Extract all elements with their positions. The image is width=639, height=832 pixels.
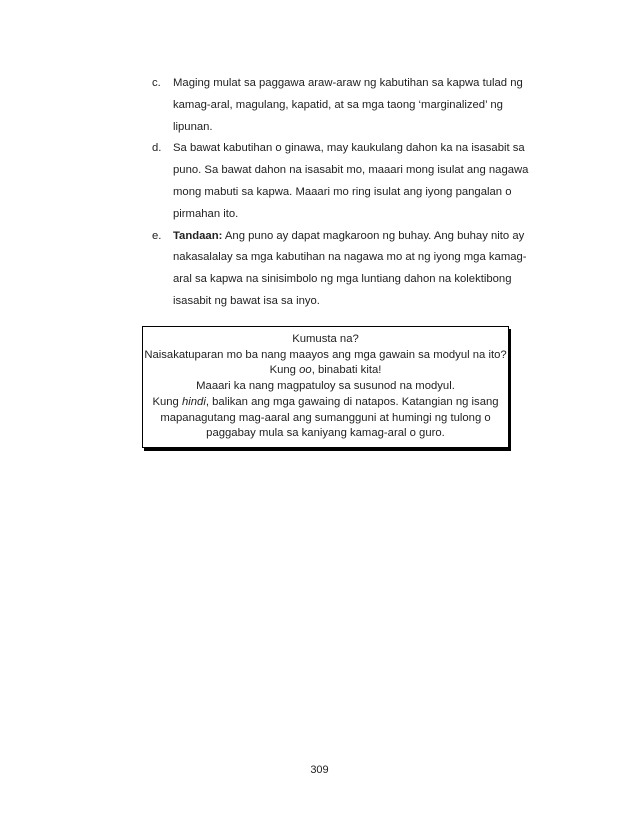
notice-line: mapanagutang mag-aaral ang sumangguni at humingi ng tulong o — [160, 411, 491, 424]
notice-line: Kumusta na? — [292, 333, 359, 345]
text-line: lipunan. — [173, 120, 213, 133]
item-letter: c. — [152, 77, 161, 89]
text-line — [173, 226, 572, 248]
list-item-c — [152, 73, 572, 138]
text-line: mong mabuti sa kapwa. Maaari mo ring isulat ang iyong pangalan o — [173, 185, 512, 198]
list-item-e — [152, 226, 572, 313]
text-line: Sa bawat kabutihan o ginawa, may kaukulang dahon ka na isasabit sa — [173, 142, 525, 155]
text-line: pirmahan ito. — [173, 207, 239, 220]
emphasis-text: oo — [299, 364, 312, 377]
text-segment: , binabati kita! — [311, 364, 382, 377]
text-segment: Kung — [269, 364, 300, 377]
item-text — [173, 73, 572, 138]
text-line: aral sa kapwa na sinisimbolo ng mga luntiang dahon na kolektibong — [173, 273, 512, 286]
notice-line: Maaari ka nang magpatuloy sa susunod na modyul. — [196, 380, 455, 393]
item-text — [173, 138, 572, 225]
page-number: 309 — [310, 764, 329, 776]
item-letter: e. — [152, 229, 162, 242]
emphasis-text: hindi — [181, 395, 206, 408]
list-item-d — [152, 138, 572, 225]
instruction-list — [152, 73, 572, 313]
text-line: isasabit ng bawat isa sa inyo. — [173, 294, 320, 307]
notice-line: Naisakatuparan mo ba nang maayos ang mga gawain sa modyul na ito? — [144, 348, 507, 361]
text-line: puno. Sa bawat dahon na isasabit mo, maaari mong isulat ang nagawa — [173, 164, 529, 177]
notice-line: paggabay mula sa kaniyang kamag-aral o guro. — [206, 427, 445, 440]
text-segment: Ang puno ay dapat magkaroon ng buhay. Ang buhay nito ay — [222, 229, 525, 242]
text-line: nakasalalay sa mga kabutihan na nagawa mo at ng iyong mga kamag- — [173, 251, 527, 264]
item-letter: d. — [152, 142, 162, 155]
progress-check-box — [142, 326, 509, 448]
tandaan-label: Tandaan: — [173, 229, 223, 242]
text-line: Maging mulat sa paggawa araw-araw ng kabutihan sa kapwa tulad ng — [173, 77, 523, 89]
item-text — [173, 226, 572, 313]
text-line: kamag-aral, magulang, kapatid, at sa mga taong ‘marginalized’ ng — [173, 98, 503, 111]
notice-line — [143, 363, 508, 379]
notice-line — [143, 395, 508, 411]
text-segment: Kung — [152, 395, 182, 408]
text-segment: , balikan ang mga gawaing di natapos. Katangian ng isang — [205, 395, 499, 408]
